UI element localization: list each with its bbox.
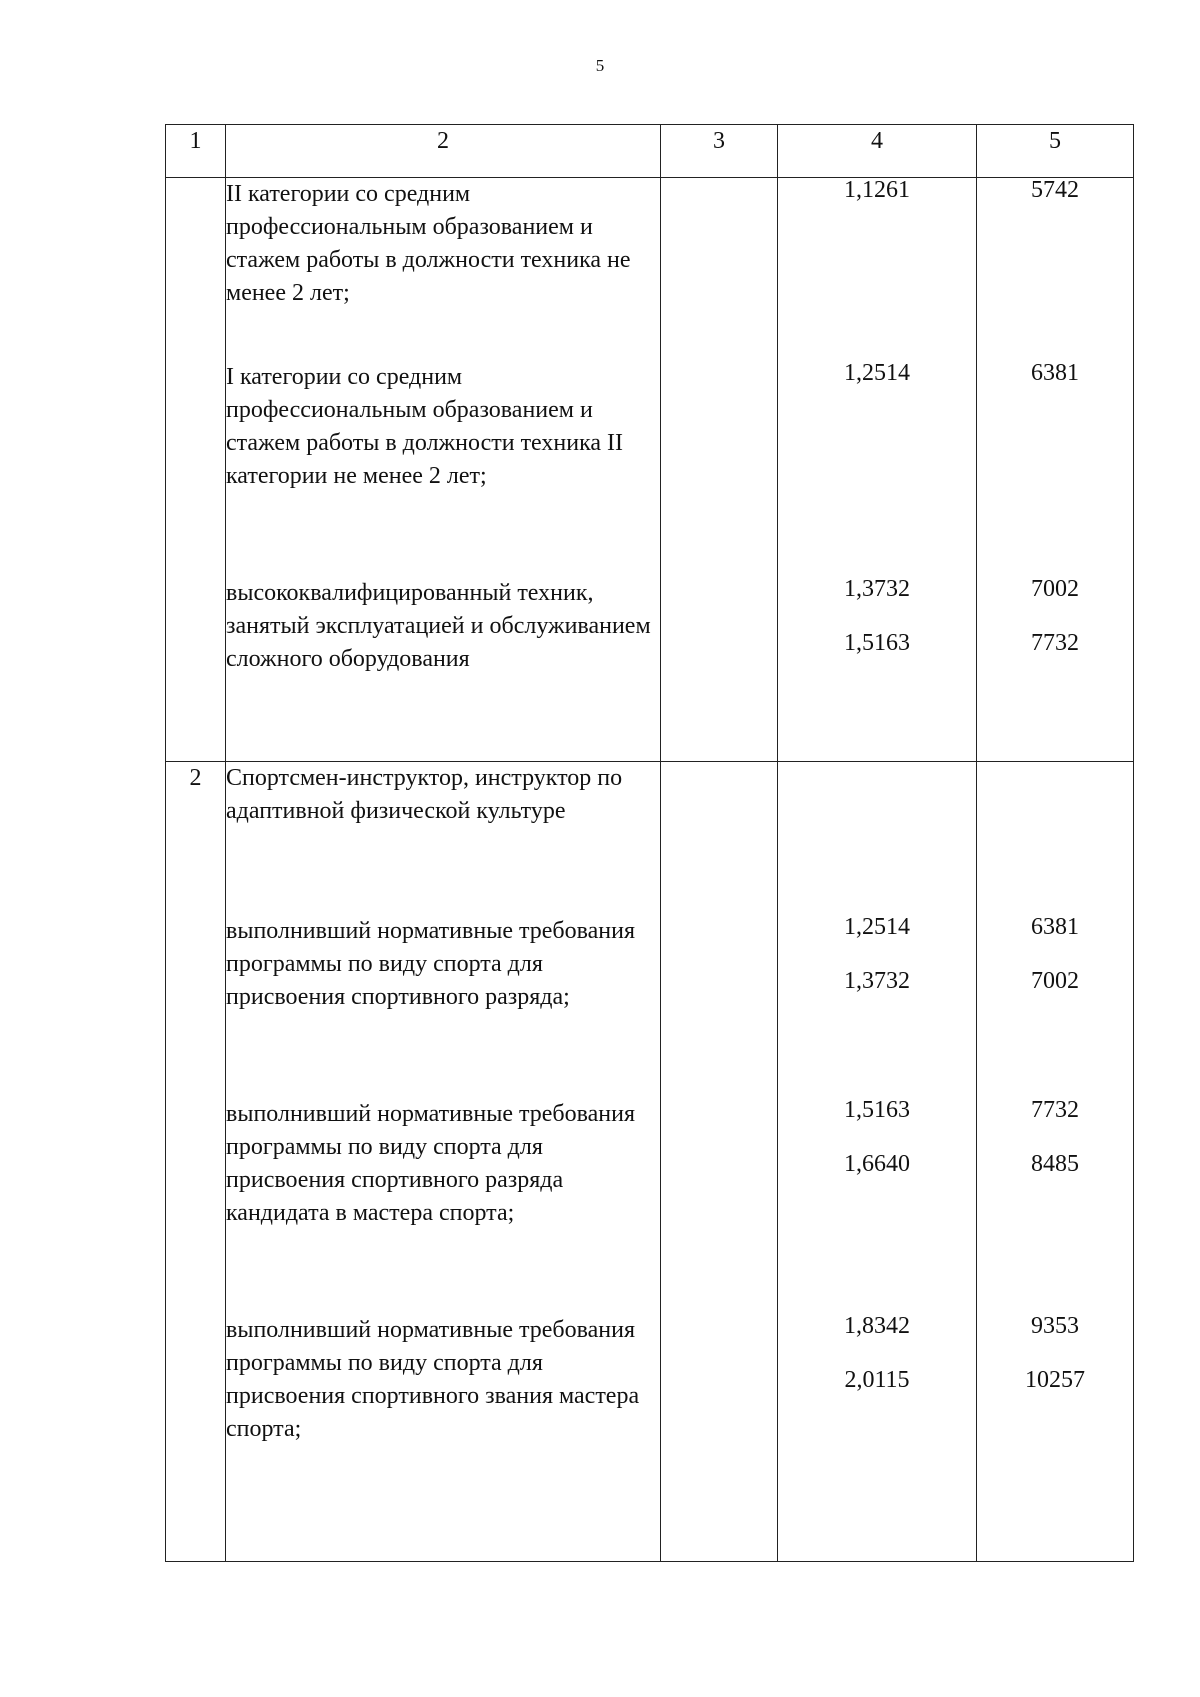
salary-value: 7002	[1031, 968, 1079, 994]
col3-cell	[661, 178, 778, 762]
rates-table	[165, 124, 1134, 1562]
salary-value: 6381	[1031, 360, 1079, 386]
table-header-row	[166, 125, 1134, 178]
position-entry: высококвалифицированный техник, занятый эксплуатацией и обслуживанием сложного оборудования	[226, 580, 651, 672]
position-entry: I категории со средним профессиональным образованием и стажем работы в должности техника II категории не менее 2 лет;	[226, 364, 624, 489]
header-col-2: 2	[226, 125, 661, 178]
salary-value: 8485	[1031, 1151, 1079, 1177]
coefficient-value: 1,6640	[844, 1151, 910, 1177]
coefficient-value: 2,0115	[844, 1367, 910, 1393]
position-cell	[226, 178, 661, 762]
header-col-4: 4	[778, 125, 977, 178]
salary-value: 7732	[1031, 630, 1079, 656]
position-cell	[226, 762, 661, 1562]
coefficient-value: 1,1261	[844, 177, 910, 203]
salary-cell	[977, 178, 1134, 762]
position-entry: выполнивший нормативные требования программы по виду спорта для присвоения спортивного разряда;	[226, 918, 636, 1010]
coefficient-value: 1,2514	[844, 360, 910, 386]
coefficient-value: 1,5163	[844, 630, 910, 656]
salary-value: 10257	[1025, 1367, 1085, 1393]
row-number	[166, 178, 226, 762]
header-col-1: 1	[166, 125, 226, 178]
coefficient-value: 1,3732	[844, 576, 910, 602]
coefficient-value: 1,2514	[844, 914, 910, 940]
position-entry: выполнивший нормативные требования программы по виду спорта для присвоения спортивного разряда кандидата в мастера спорта;	[226, 1101, 636, 1226]
page-number: 5	[595, 56, 605, 75]
salary-value: 7732	[1031, 1097, 1079, 1123]
row-number: 2	[166, 762, 226, 1562]
coefficient-value: 1,8342	[844, 1313, 910, 1339]
header-col-5: 5	[977, 125, 1134, 178]
coefficient-value: 1,3732	[844, 968, 910, 994]
position-title: Спортсмен-инструктор, инструктор по адаптивной физической культуре	[226, 765, 623, 824]
salary-value: 7002	[1031, 576, 1079, 602]
salary-value: 5742	[1031, 177, 1079, 203]
table-row	[166, 178, 1134, 762]
coefficient-cell	[778, 178, 977, 762]
header-col-3: 3	[661, 125, 778, 178]
salary-value: 6381	[1031, 914, 1079, 940]
salary-value: 9353	[1031, 1313, 1079, 1339]
col3-cell	[661, 762, 778, 1562]
position-entry: выполнивший нормативные требования программы по виду спорта для присвоения спортивного звания мастера спорта;	[226, 1317, 640, 1442]
table-row	[166, 762, 1134, 1562]
coefficient-cell	[778, 762, 977, 1562]
position-entry: II категории со средним профессиональным образованием и стажем работы в должности техника не менее 2 лет;	[226, 181, 631, 306]
salary-cell	[977, 762, 1134, 1562]
coefficient-value: 1,5163	[844, 1097, 910, 1123]
